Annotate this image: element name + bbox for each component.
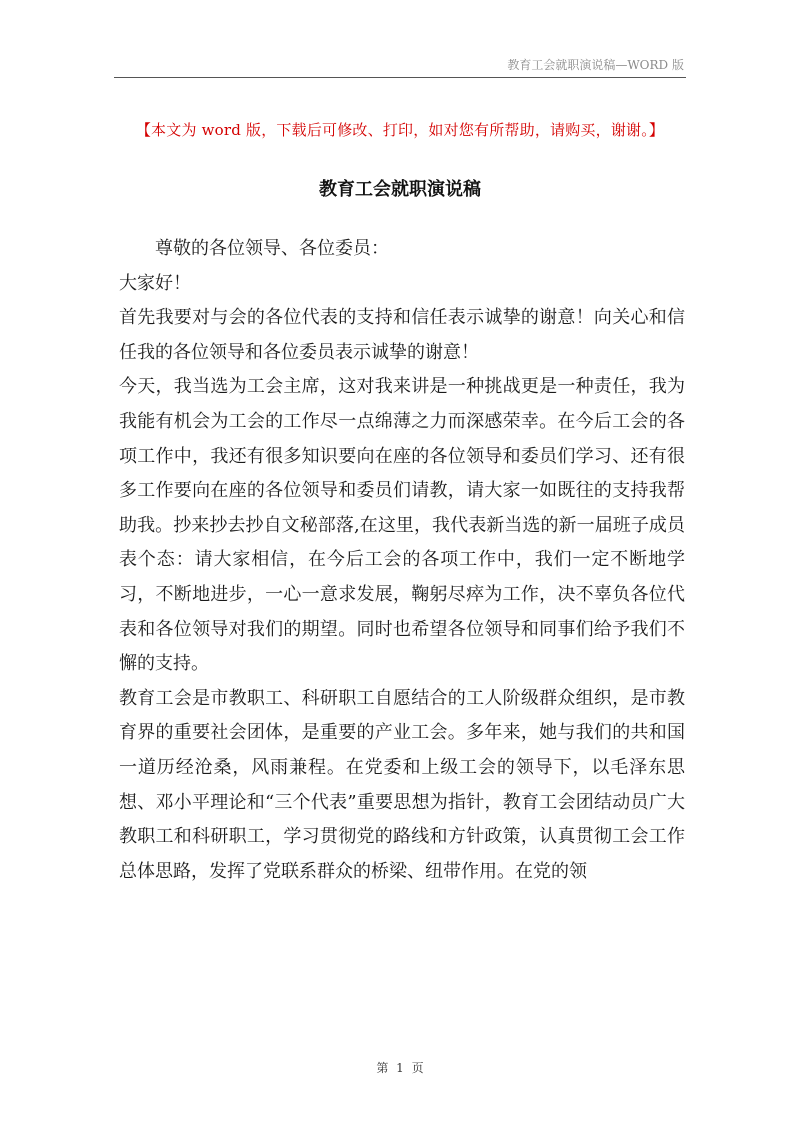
body-paragraph: 教育工会是市教职工、科研职工自愿结合的工人阶级群众组织，是市教育界的重要社会团体，是重要的产业工会。多年来，她与我们的共和国一道历经沧桑，风雨兼程。在党委和上级工会的领导下，以毛泽东思想、邓小平理论和“三个代表”重要思想为指针，教育工会团结动员广大教职工和科研职工，学习贯彻党的路线和方针政策，认真贯彻工会工作总体思路，发挥了党联系群众的桥梁、纽带作用。在党的领	[119, 687, 685, 882]
header-divider	[114, 77, 686, 78]
running-header: 教育工会就职演说稿—WORD 版	[507, 58, 684, 72]
body-paragraph: 今天，我当选为工会主席，这对我来讲是一种挑战更是一种责任，我为我能有机会为工会的工作尽一点绵薄之力而深感荣幸。在今后工会的各项工作中，我还有很多知识要向在座的各位领导和委员们学习、还有很多工作要向在座的各位领导和委员们请教，请大家一如既往的支持我帮助我。抄来抄去抄自文秘部落,在这里，我代表新当选的新一届班子成员表个态：请大家相信，在今后工会的各项工作中，我们一定不断地学习，不断地进步，一心一意求发展，鞠躬尽瘁为工作，决不辜负各位代表和各位领导对我们的期望。同时也希望各位领导和同事们给予我们不懈的支持。	[119, 376, 685, 675]
page-number-footer	[0, 1059, 800, 1076]
document-body	[119, 232, 685, 889]
purchase-notice: 【本文为 word 版，下载后可修改、打印，如对您有所帮助，请购买，谢谢。】	[135, 121, 665, 139]
salutation-paragraph: 尊敬的各位领导、各位委员：	[155, 238, 389, 259]
body-paragraph: 首先我要对与会的各位代表的支持和信任表示诚挚的谢意！向关心和信任我的各位领导和各位委员表示诚挚的谢意！	[119, 307, 685, 363]
greeting-paragraph: 大家好！	[119, 272, 191, 294]
page-number: 1	[396, 1061, 404, 1075]
page-prefix: 第	[376, 1061, 389, 1075]
page-suffix: 页	[411, 1061, 424, 1075]
document-title: 教育工会就职演说稿	[319, 179, 481, 200]
